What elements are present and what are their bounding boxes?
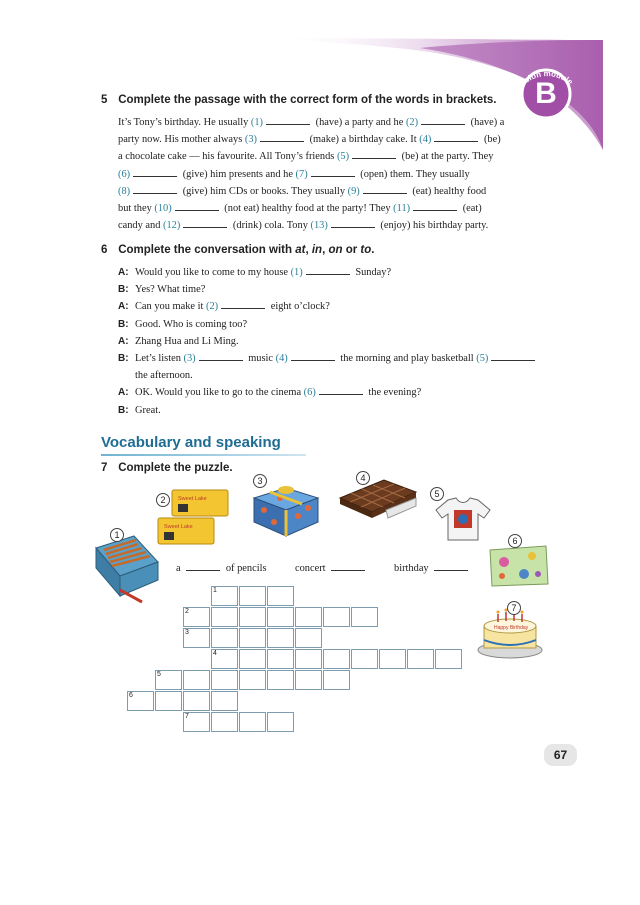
answer-blank[interactable] bbox=[413, 202, 457, 211]
crossword-cell[interactable] bbox=[183, 670, 210, 690]
clue-1 bbox=[176, 562, 267, 574]
picture-number: 4 bbox=[356, 471, 370, 485]
answer-blank[interactable] bbox=[291, 352, 335, 361]
text-run: the evening? bbox=[365, 387, 422, 399]
text-run: , bbox=[305, 244, 312, 256]
text-run: eight o’clock? bbox=[268, 301, 330, 313]
speaker-label: A: bbox=[118, 335, 129, 347]
crossword-cell[interactable] bbox=[323, 670, 350, 690]
dialog-line bbox=[118, 384, 558, 401]
blank-number: (5) bbox=[336, 151, 350, 163]
clue-text: concert bbox=[295, 563, 326, 574]
answer-blank[interactable] bbox=[319, 386, 363, 395]
answer-blank[interactable] bbox=[133, 185, 177, 194]
emphasis-word: in bbox=[311, 244, 323, 256]
dialog-text bbox=[135, 367, 558, 384]
crossword-cell[interactable] bbox=[295, 607, 322, 627]
passage-line-content bbox=[118, 166, 470, 183]
crossword-row-number: 4 bbox=[213, 650, 217, 657]
text-run: OK. Would you like to go to the cinema bbox=[135, 387, 304, 399]
speaker-label: B: bbox=[118, 404, 129, 416]
crossword-cell[interactable] bbox=[239, 649, 266, 669]
passage-line bbox=[118, 166, 546, 183]
answer-blank[interactable] bbox=[491, 352, 535, 361]
crossword-cell[interactable] bbox=[211, 628, 238, 648]
crossword-cell[interactable] bbox=[267, 712, 294, 732]
text-run: the afternoon. bbox=[135, 370, 193, 382]
answer-blank[interactable] bbox=[183, 219, 227, 228]
heading-underline bbox=[101, 454, 306, 456]
text-run: (make) a birthday cake. It bbox=[307, 134, 420, 146]
blank-number: (2) bbox=[206, 301, 219, 313]
passage-line-content bbox=[118, 148, 493, 165]
dialog-text bbox=[135, 402, 558, 419]
text-run: (eat) healthy food bbox=[409, 185, 487, 197]
dialog-line bbox=[118, 281, 558, 298]
blank-number: (2) bbox=[405, 117, 419, 128]
text-run: candy and bbox=[118, 220, 164, 232]
answer-blank[interactable] bbox=[331, 219, 375, 228]
ticket-text: Sweet Lake bbox=[164, 524, 193, 530]
exercise-number: 6 bbox=[101, 244, 108, 256]
exercise-number: 7 bbox=[101, 462, 108, 474]
exercise-6-title bbox=[101, 244, 374, 256]
exercise-5-passage bbox=[118, 114, 546, 234]
text-run: Would you like to come to my house bbox=[135, 267, 291, 278]
clue-2 bbox=[295, 562, 368, 574]
answer-blank[interactable] bbox=[266, 116, 310, 125]
crossword-cell[interactable] bbox=[379, 649, 406, 669]
exercise-7-title bbox=[101, 462, 233, 474]
birthday-card-image bbox=[488, 544, 550, 588]
answer-blank[interactable] bbox=[311, 168, 355, 177]
text-run: (have) a bbox=[468, 117, 505, 128]
crossword-cell[interactable] bbox=[239, 607, 266, 627]
crossword-cell[interactable] bbox=[351, 607, 378, 627]
passage-line-content bbox=[118, 183, 486, 200]
blank-number: (3) bbox=[183, 353, 196, 365]
exercise-6-conversation bbox=[118, 264, 558, 419]
text-run: Good. Who is coming too? bbox=[135, 318, 248, 330]
text-run: (eat) bbox=[460, 203, 482, 215]
blank-number: (10) bbox=[154, 203, 172, 215]
text-run: (enjoy) his birthday party. bbox=[377, 220, 489, 232]
crossword-row-number: 5 bbox=[157, 671, 161, 678]
blank-number: (7) bbox=[295, 168, 308, 180]
dialog-text bbox=[135, 384, 558, 401]
text-run: music bbox=[245, 353, 276, 365]
crossword-cell[interactable] bbox=[323, 607, 350, 627]
picture-number: 3 bbox=[253, 474, 267, 488]
blank-number: (6) bbox=[118, 168, 131, 180]
passage-line bbox=[118, 217, 546, 234]
answer-blank[interactable] bbox=[434, 133, 478, 142]
passage-line-content bbox=[118, 220, 488, 231]
ticket-text: Sweet Lake bbox=[178, 496, 207, 502]
dialog-line bbox=[118, 264, 558, 281]
pencil-box-image bbox=[92, 530, 162, 606]
picture-number: 5 bbox=[430, 487, 444, 501]
text-run: (drink) cola. Tony bbox=[230, 220, 311, 232]
blank-number: (1) bbox=[290, 267, 303, 278]
blank-number: (9) bbox=[347, 185, 360, 197]
text-run: (give) him presents and he bbox=[180, 168, 296, 180]
dialog-line bbox=[118, 402, 558, 419]
emphasis-word: on bbox=[328, 244, 343, 256]
passage-line bbox=[118, 131, 546, 148]
answer-blank[interactable] bbox=[306, 266, 350, 275]
answer-blank[interactable] bbox=[186, 562, 220, 571]
picture-number: 6 bbox=[508, 534, 522, 548]
crossword-cell[interactable] bbox=[407, 649, 434, 669]
text-run: (give) him CDs or books. They usually bbox=[180, 185, 348, 197]
crossword-cell[interactable] bbox=[267, 670, 294, 690]
blank-number: (4) bbox=[275, 353, 288, 365]
text-run: Sunday? bbox=[352, 267, 392, 278]
t-shirt-image bbox=[432, 496, 494, 542]
crossword-cell[interactable] bbox=[239, 670, 266, 690]
dialog-text bbox=[135, 264, 558, 281]
exercise-5-title bbox=[101, 94, 497, 106]
crossword-cell[interactable] bbox=[211, 691, 238, 711]
text-run: (be) bbox=[481, 134, 501, 146]
clue-text: a bbox=[176, 563, 181, 574]
blank-number: (13) bbox=[310, 220, 328, 232]
passage-line bbox=[118, 200, 546, 217]
crossword-cell[interactable] bbox=[351, 649, 378, 669]
crossword-cell[interactable] bbox=[295, 628, 322, 648]
crossword-cell[interactable] bbox=[323, 649, 350, 669]
speaker-label: A: bbox=[118, 387, 129, 399]
text-run: Let’s listen bbox=[135, 353, 184, 365]
dialog-line bbox=[118, 298, 558, 315]
passage-line bbox=[118, 148, 546, 165]
text-run: the morning and play basketball bbox=[337, 353, 477, 365]
answer-blank[interactable] bbox=[331, 562, 365, 571]
text-run: Complete the conversation with bbox=[118, 244, 296, 256]
crossword-cell[interactable] bbox=[295, 649, 322, 669]
blank-number: (11) bbox=[393, 203, 411, 215]
text-run: (not eat) healthy food at the party! They bbox=[221, 203, 394, 215]
passage-line-content bbox=[118, 200, 482, 217]
exercise-instruction bbox=[118, 244, 374, 256]
text-run: (be) at the party. They bbox=[399, 151, 494, 163]
text-run: (open) them. They usually bbox=[357, 168, 470, 180]
dialog-text bbox=[135, 316, 558, 333]
passage-line bbox=[118, 114, 546, 131]
crossword-cell[interactable] bbox=[239, 586, 266, 606]
passage-line bbox=[118, 183, 546, 200]
crossword-cell[interactable] bbox=[239, 628, 266, 648]
crossword-cell[interactable] bbox=[267, 628, 294, 648]
clue-text: birthday bbox=[394, 563, 429, 574]
text-run: party now. His mother always bbox=[118, 134, 245, 146]
speaker-label: B: bbox=[118, 318, 129, 330]
dialog-line bbox=[118, 350, 558, 367]
crossword-cell[interactable] bbox=[267, 586, 294, 606]
text-run: but they bbox=[118, 203, 155, 215]
answer-blank[interactable] bbox=[352, 150, 396, 159]
speaker-label: B: bbox=[118, 353, 129, 365]
dialog-text bbox=[135, 350, 558, 367]
crossword-row-number: 6 bbox=[129, 692, 133, 699]
text-run: Zhang Hua and Li Ming. bbox=[135, 335, 239, 347]
crossword-cell[interactable] bbox=[211, 670, 238, 690]
text-run: Can you make it bbox=[135, 301, 206, 313]
text-run: a chocolate cake — his favourite. All Tony’s friends bbox=[118, 151, 337, 163]
answer-blank[interactable] bbox=[434, 562, 468, 571]
crossword-cell[interactable] bbox=[155, 691, 182, 711]
text-run: (have) a party and he bbox=[313, 117, 406, 128]
speaker-label: B: bbox=[118, 284, 129, 296]
page-number: 67 bbox=[544, 744, 577, 766]
blank-number: (6) bbox=[303, 387, 316, 399]
answer-blank[interactable] bbox=[175, 202, 219, 211]
chocolate-bar-image bbox=[338, 476, 418, 522]
passage-line-content bbox=[118, 131, 501, 148]
picture-number: 7 bbox=[507, 601, 521, 615]
text-run: or bbox=[342, 244, 361, 256]
dialog-text bbox=[135, 281, 558, 298]
crossword-cell[interactable] bbox=[435, 649, 462, 669]
blank-number: (1) bbox=[250, 117, 264, 128]
emphasis-word: to bbox=[360, 244, 372, 256]
module-letter: B bbox=[535, 77, 557, 110]
dialog-line bbox=[118, 316, 558, 333]
dialog-line bbox=[118, 333, 558, 350]
dialog-text bbox=[135, 298, 558, 315]
dialog-line bbox=[118, 367, 558, 384]
crossword-cell[interactable] bbox=[295, 670, 322, 690]
clue-3 bbox=[394, 562, 471, 574]
blank-number: (12) bbox=[163, 220, 181, 232]
crossword-cell[interactable] bbox=[267, 607, 294, 627]
answer-blank[interactable] bbox=[421, 116, 465, 125]
text-run: . bbox=[371, 244, 375, 256]
text-run: Great. bbox=[135, 404, 161, 416]
speaker-label bbox=[118, 367, 135, 384]
blank-number: (8) bbox=[118, 185, 131, 197]
text-run: , bbox=[322, 244, 329, 256]
crossword-cell[interactable] bbox=[211, 607, 238, 627]
answer-blank[interactable] bbox=[260, 133, 304, 142]
blank-number: (4) bbox=[419, 134, 432, 146]
crossword-cell[interactable] bbox=[267, 649, 294, 669]
speaker-label: A: bbox=[118, 301, 129, 313]
crossword-row-number: 2 bbox=[185, 608, 189, 615]
answer-blank[interactable] bbox=[363, 185, 407, 194]
dialog-text bbox=[135, 333, 558, 350]
section-heading: Vocabulary and speaking bbox=[101, 434, 281, 451]
crossword-row-number: 3 bbox=[185, 629, 189, 636]
exercise-number: 5 bbox=[101, 94, 108, 106]
picture-number: 2 bbox=[156, 493, 170, 507]
answer-blank[interactable] bbox=[221, 300, 265, 309]
emphasis-word: at bbox=[295, 244, 306, 256]
cake-text: Happy Birthday bbox=[494, 625, 529, 631]
exercise-instruction: Complete the passage with the correct form of the words in brackets. bbox=[118, 94, 497, 106]
crossword-cell[interactable] bbox=[183, 691, 210, 711]
answer-blank[interactable] bbox=[133, 168, 177, 177]
answer-blank[interactable] bbox=[199, 352, 243, 361]
crossword-row-number: 7 bbox=[185, 713, 189, 720]
exercise-instruction: Complete the puzzle. bbox=[118, 462, 233, 474]
passage-line-content bbox=[118, 114, 504, 131]
blank-number: (3) bbox=[244, 134, 257, 146]
blank-number: (5) bbox=[476, 353, 489, 365]
crossword-row-number: 1 bbox=[213, 587, 217, 594]
text-run: Yes? What time? bbox=[135, 284, 206, 296]
crossword-cell[interactable] bbox=[211, 712, 238, 732]
picture-number: 1 bbox=[110, 528, 124, 542]
text-run: It’s Tony’s birthday. He usually bbox=[118, 117, 251, 128]
crossword-cell[interactable] bbox=[239, 712, 266, 732]
clue-text: of pencils bbox=[225, 563, 267, 574]
speaker-label: A: bbox=[118, 267, 129, 278]
module-label-text: Revision module bbox=[509, 69, 575, 98]
